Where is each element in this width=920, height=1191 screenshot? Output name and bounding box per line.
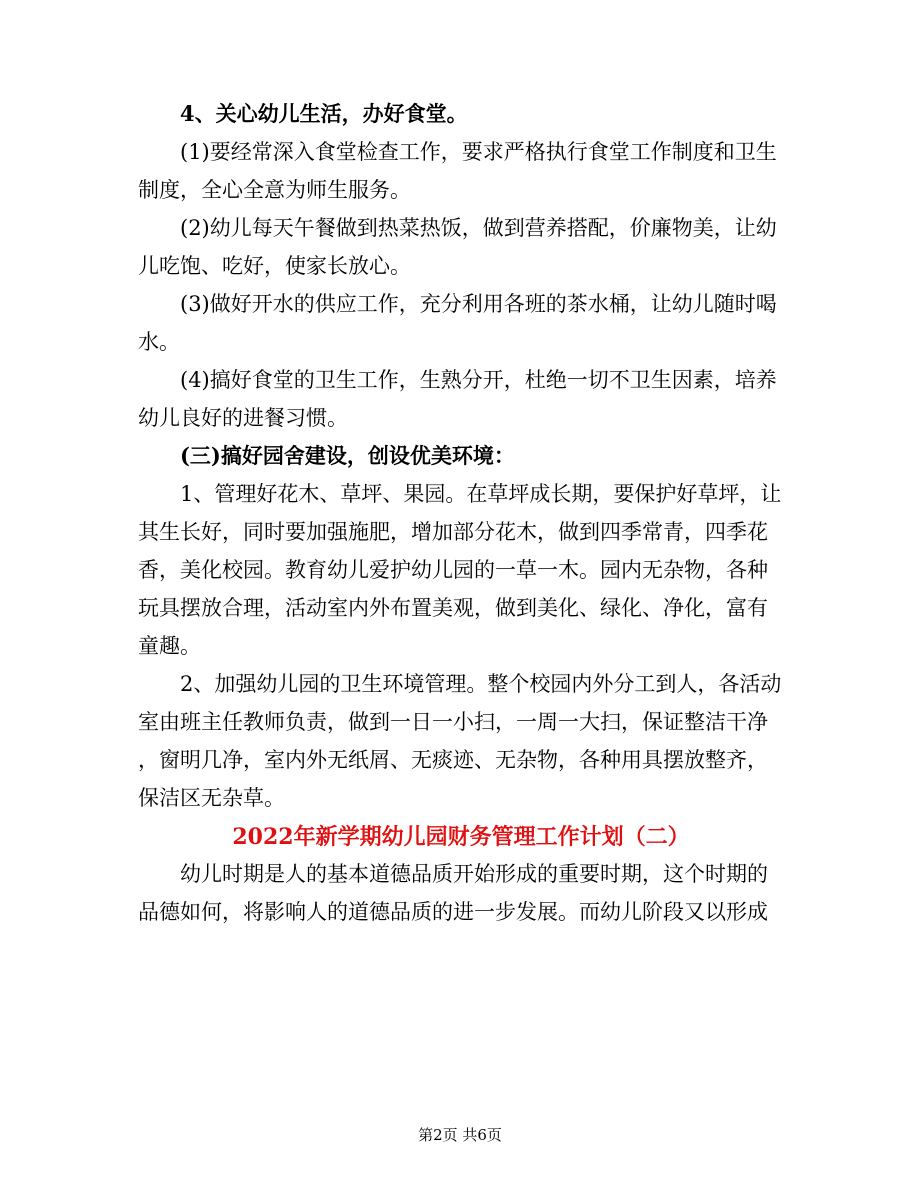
paragraph-line: 其生长好，同时要加强施肥，增加部分花木，做到四季常青，四季花 bbox=[138, 520, 768, 544]
paragraph-line: 制度，全心全意为师生服务。 bbox=[138, 178, 411, 202]
paragraph-line: 幼儿良好的进餐习惯。 bbox=[138, 406, 348, 430]
paragraph-line: (1)要经常深入食堂检查工作，要求严格执行食堂工作制度和卫生 bbox=[138, 140, 777, 164]
section-heading-canteen bbox=[138, 101, 784, 127]
paragraph-line: (4)搞好食堂的卫生工作，生熟分开，杜绝一切不卫生因素，培养 bbox=[138, 368, 777, 392]
paragraph-line: 幼儿时期是人的基本道德品质开始形成的重要时期，这个时期的 bbox=[138, 862, 768, 886]
paragraph-line: 品德如何，将影响人的道德品质的进一步发展。而幼儿阶段又以形成 bbox=[138, 900, 768, 924]
paragraph-line: ，窗明几净，室内外无纸屑、无痰迹、无杂物，各种用具摆放整齐， bbox=[138, 748, 768, 772]
document-title: 2022年新学期幼儿园财务管理工作计划（二） bbox=[232, 824, 690, 850]
paragraph-line: 香，美化校园。教育幼儿爱护幼儿园的一草一木。园内无杂物，各种 bbox=[138, 558, 768, 582]
paragraph-line: 保洁区无杂草。 bbox=[138, 786, 285, 810]
paragraph-canteen-1 bbox=[138, 139, 784, 203]
paragraph-canteen-3 bbox=[138, 291, 784, 355]
paragraph-line: 室由班主任教师负责，做到一日一小扫，一周一大扫，保证整洁干净 bbox=[138, 710, 768, 734]
paragraph-line: 玩具摆放合理，活动室内外布置美观，做到美化、绿化、净化，富有 bbox=[138, 596, 768, 620]
paragraph-line: 儿吃饱、吃好，使家长放心。 bbox=[138, 254, 411, 278]
paragraph-canteen-4 bbox=[138, 367, 784, 431]
paragraph-line: (2)幼儿每天午餐做到热菜热饭，做到营养搭配，价廉物美，让幼 bbox=[138, 216, 777, 240]
paragraph-intro bbox=[138, 861, 784, 925]
paragraph-line: (3)做好开水的供应工作，充分利用各班的茶水桶，让幼儿随时喝 bbox=[138, 292, 777, 316]
paragraph-line: 1、管理好花木、草坪、果园。在草坪成长期，要保护好草坪，让 bbox=[138, 482, 782, 506]
heading-line: 4、关心幼儿生活，办好食堂。 bbox=[138, 101, 468, 126]
paragraph-line: 水。 bbox=[138, 330, 180, 354]
paragraph-environment-2 bbox=[138, 671, 784, 811]
section-heading-environment bbox=[138, 443, 784, 469]
paragraph-environment-1 bbox=[138, 481, 784, 659]
paragraph-canteen-2 bbox=[138, 215, 784, 279]
paragraph-line: 2、加强幼儿园的卫生环境管理。整个校园内外分工到人，各活动 bbox=[138, 672, 782, 696]
heading-line: (三)搞好园舍建设，创设优美环境： bbox=[138, 443, 515, 468]
document-body bbox=[138, 101, 784, 937]
paragraph-line: 童趣。 bbox=[138, 634, 201, 658]
page-number: 第2页 共6页 bbox=[418, 1126, 502, 1144]
